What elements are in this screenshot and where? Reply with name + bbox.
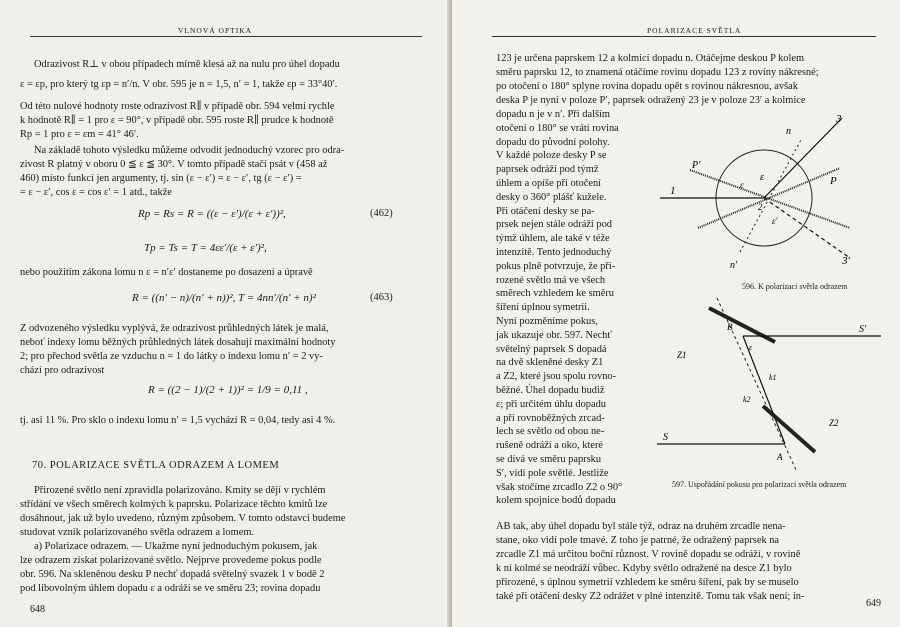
text-line: se dívá ve směru paprsku bbox=[496, 454, 602, 465]
label-normal-rotated: n′ bbox=[730, 260, 738, 271]
label-s: S bbox=[663, 432, 668, 443]
text-line: běžné. Úhel dopadu budiž bbox=[496, 385, 605, 396]
label-b: B bbox=[727, 322, 733, 332]
text-line: stane, oko vidí pole tmavé. Z toho je patrné, že odražený paprsek na bbox=[496, 535, 780, 546]
text-line: dopadu n je v n′. Při dalším bbox=[496, 109, 610, 120]
text-line: rušeně odráží a oko, které bbox=[496, 440, 604, 452]
text-line: k hodnotě R∥ = 1 pro ε = 90°, v případě obr. 595 roste R∥ prudce k hodnotě bbox=[20, 115, 334, 126]
text-line: deska P je nyní v poloze P′, paprsek odražený 23 je v poloze 23′ a kolmice bbox=[496, 95, 806, 106]
label-plate: P bbox=[830, 175, 837, 187]
label-a: A bbox=[777, 452, 783, 462]
text-line: Na základě tohoto výsledku můžeme odvodit jednoduchý vzorec pro odra- bbox=[34, 145, 345, 156]
label-s-prime: S′ bbox=[859, 324, 867, 335]
text-line: S′, vidí pole světlé. Jestliže bbox=[496, 467, 609, 479]
text-line: pod libovolným úhlem dopadu ε a odráží se ve směru 23; rovina dopadu bbox=[20, 583, 321, 594]
text-line: Přirozené světlo není zpravidla polarizováno. Kmity se dějí v rychlém bbox=[34, 485, 326, 496]
text-line: a při rovnoběžných zrcad- bbox=[496, 412, 605, 424]
label-z1: Z1 bbox=[677, 350, 687, 360]
normal-line bbox=[740, 138, 802, 252]
mirror-z2 bbox=[763, 406, 815, 452]
text-line: Od této nulové hodnoty roste odrazivost R∥ v případě obr. 594 velmi rychle bbox=[20, 101, 335, 112]
text-line: směru paprsku 12, to znamená otáčíme rovinu dopadu 123 z roviny nákresné; bbox=[496, 67, 819, 78]
text-line: 460) místo funkcí jen argumenty, tj. sin (ε − ε′) = ε − ε′, tg (ε − ε′) = bbox=[20, 173, 302, 184]
text-line: Při otáčení desky se pa- bbox=[496, 205, 595, 217]
figure-596 bbox=[660, 108, 892, 278]
ray-between-mirrors bbox=[743, 336, 785, 444]
reflected-ray-rotated bbox=[764, 198, 850, 258]
equation-number: (462) bbox=[370, 208, 393, 219]
text-line: Odrazivost R⊥ v obou případech mírně klesá až na nulu pro úhel dopadu bbox=[34, 59, 340, 70]
text-line: šíření úplnou symetrii. bbox=[496, 302, 590, 314]
text-line: Rp = 1 pro ε = εm = 41° 46′. bbox=[20, 129, 139, 140]
text-line: ε; při určitém úhlu dopadu bbox=[496, 398, 606, 410]
text-line: také při otáčení desky Z2 odrážet v plné intenzitě. Tomu tak však není; in- bbox=[496, 591, 805, 602]
text-line: AB tak, aby úhel dopadu byl stále týž, odraz na druhém zrcadle nena- bbox=[496, 521, 786, 532]
mirror-z1 bbox=[709, 308, 775, 342]
label-epsilon: ε bbox=[749, 343, 753, 352]
text-line: V každé poloze desky P se bbox=[496, 150, 607, 162]
label-epsilon-prime: ε′ bbox=[772, 216, 778, 226]
text-line: intenzitě. Tento jednoduchý bbox=[496, 247, 612, 258]
text-line: = ε − ε′, cos ε = cos ε′ = 1 atd., takže bbox=[20, 187, 172, 198]
text-line: a) Polarizace odrazem. — Ukažme nyní jednoduchým pokusem, jak bbox=[34, 541, 318, 552]
header-rule bbox=[492, 36, 876, 37]
text-line: dopadu do původní polohy. bbox=[496, 136, 610, 148]
label-normal: n bbox=[786, 126, 791, 137]
equation-462b: Tp = Ts = T = 4εε′/(ε + ε′)², bbox=[144, 242, 267, 254]
glass-plate bbox=[690, 170, 850, 228]
equation-463: R = ((n′ − n)/(n′ + n))², T = 4nn′/(n′ + n)² bbox=[132, 292, 316, 304]
text-line: a Z2, které jsou spolu rovno- bbox=[496, 371, 617, 383]
text-line: pokus plně potvrzuje, že při- bbox=[496, 260, 616, 272]
equation-number: (463) bbox=[370, 292, 393, 303]
label-plate-rotated: P′ bbox=[692, 160, 701, 171]
equation-result: R = ((2 − 1)/(2 + 1))² = 1/9 = 0,11 , bbox=[148, 384, 308, 396]
text-line: studovat vznik polarizovaného světla odrazem a lomem. bbox=[20, 527, 255, 538]
text-line: úhlem a opíše při otočení bbox=[496, 178, 602, 189]
label-ray-3: 3 bbox=[836, 113, 842, 125]
text-line: 123 je určena paprskem 12 a kolmicí dopadu n. Otáčejme deskou P kolem bbox=[496, 53, 805, 64]
text-line: Nyní pozměníme pokus, bbox=[496, 316, 598, 327]
text-line: k ní kolmé se neodráží vůbec. Kdyby světlo odražené na desce Z1 bylo bbox=[496, 563, 792, 574]
text-line: desky o 360° plášť kužele. bbox=[496, 191, 607, 203]
text-line: ε = εp, pro který tg εp = n′/n. V obr. 595 je n = 1,5, n′ = 1, takže εp = 33°40′. bbox=[20, 79, 338, 90]
page-number: 649 bbox=[866, 598, 881, 609]
page-number: 648 bbox=[30, 604, 45, 615]
header-rule bbox=[30, 36, 422, 37]
label-k1: k1 bbox=[769, 373, 777, 382]
section-heading: 70. POLARIZACE SVĚTLA ODRAZEM A LOMEM bbox=[32, 460, 280, 471]
text-line: 2; pro přechod světla ze vzduchu n = 1 do látky o indexu lomu n′ = 2 vy- bbox=[20, 351, 323, 362]
text-line: lze odrazem získat polarizované světlo. Nejprve provedeme pokus podle bbox=[20, 555, 322, 566]
text-line: přirozené, s úplnou symetrií vzhledem ke směru šíření, pak by se muselo bbox=[496, 577, 799, 588]
label-z2: Z2 bbox=[829, 418, 839, 428]
text-line: nebo použitím zákona lomu n ε = n′ε′ dostaneme po dosazení a úpravě bbox=[20, 267, 313, 278]
text-line: světelný paprsek S dopadá bbox=[496, 343, 607, 355]
text-line: rozené světlo má ve všech bbox=[496, 274, 606, 286]
text-line: však stočíme zrcadlo Z2 o 90° bbox=[496, 481, 623, 493]
text-line: týmž úhlem, ale také v téže bbox=[496, 233, 610, 245]
right-page bbox=[452, 0, 900, 627]
text-line: po otočení o 180° splyne rovina dopadu opět s rovinou nákresnou, avšak bbox=[496, 81, 798, 92]
text-line: střídání ve všech směrech kolmých k paprsku. Polarizace těchto kmitů lze bbox=[20, 499, 328, 510]
label-point-2: 2 bbox=[758, 202, 763, 212]
text-line: paprsek odráží pod týmž bbox=[496, 164, 599, 176]
text-line: dosáhnout, jak už bylo uvedeno, různým způsobem. V tomto odstavci budeme bbox=[20, 513, 346, 524]
text-line: neboť indexy lomu běžných průhledných látek dosahují maximální hodnoty bbox=[20, 337, 336, 348]
text-line: Z odvozeného výsledku vyplývá, že odrazivost průhledných látek je malá, bbox=[20, 323, 329, 334]
text-line: lech se světlo od obou ne- bbox=[496, 426, 605, 438]
text-line: na dvě skleněné desky Z1 bbox=[496, 357, 604, 369]
text-line: kolem spojnice bodů dopadu bbox=[496, 495, 616, 507]
text-line: prsek nejen stále odráží pod bbox=[496, 219, 612, 231]
label-epsilon-2: ε bbox=[740, 180, 744, 190]
label-k2: k2 bbox=[743, 395, 751, 404]
text-line: otočení o 180° se vrátí rovina bbox=[496, 122, 619, 134]
text-line: zivost R platný v oboru 0 ≦ ε ≦ 30°. V tomto případě stačí psát v (458 až bbox=[20, 159, 328, 170]
text-line: obr. 596. Na skleněnou desku P nechť dopadá světelný svazek 1 v bodě 2 bbox=[20, 569, 325, 580]
label-epsilon: ε bbox=[760, 172, 764, 183]
label-ray-3p: 3′ bbox=[842, 255, 850, 267]
text-line: chází pro odrazivost bbox=[20, 365, 105, 376]
text-line: zrcadle Z1 má určitou boční různost. V rovině dopadu se odráží, v rovině bbox=[496, 549, 801, 560]
figure-597 bbox=[657, 296, 887, 474]
label-ray-1: 1 bbox=[670, 185, 676, 197]
text-line: tj. asi 11 %. Pro sklo o indexu lomu n′ = 1,5 vychází R = 0,04, tedy asi 4 %. bbox=[20, 415, 336, 426]
running-head: POLARIZACE SVĚTLA bbox=[647, 26, 742, 35]
running-head: VLNOVÁ OPTIKA bbox=[178, 26, 253, 35]
figure-caption: 596. K polarizaci světla odrazem bbox=[742, 282, 848, 291]
text-line: směrech vzhledem ke směru bbox=[496, 288, 615, 300]
text-line: jak ukazuje obr. 597. Nechť bbox=[496, 329, 612, 341]
equation-462a: Rp = Rs = R = ((ε − ε′)/(ε + ε′))², bbox=[138, 208, 286, 220]
figure-caption: 597. Uspořádání pokusu pro polarizaci světla odrazem bbox=[672, 480, 847, 489]
